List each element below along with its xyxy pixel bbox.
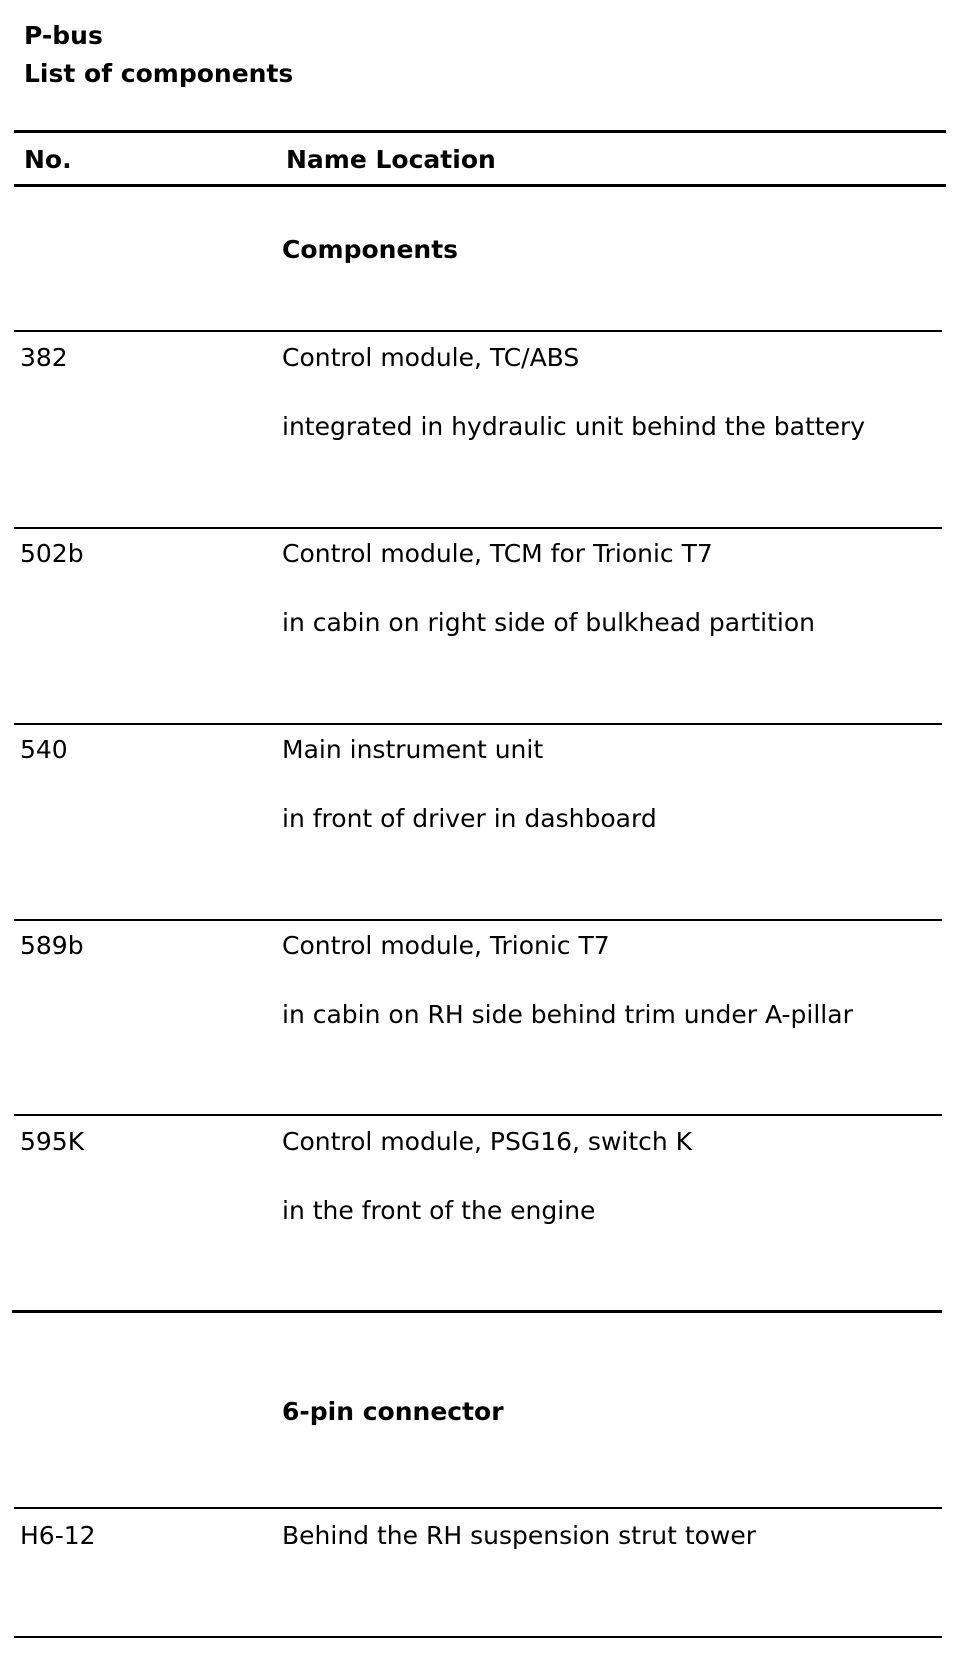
row-name: Control module, TCM for Trionic T7 [282, 539, 713, 568]
row-location: in cabin on right side of bulkhead partition [282, 608, 815, 637]
row-number: 540 [20, 735, 68, 764]
row-rule [14, 330, 942, 332]
section-heading-components: Components [282, 235, 459, 264]
row-number: 382 [20, 343, 68, 372]
row-name: Control module, Trionic T7 [282, 931, 610, 960]
table-bottom-rule [14, 1636, 942, 1638]
row-number: 595K [20, 1127, 85, 1156]
row-number: H6-12 [20, 1521, 96, 1550]
row-rule [14, 1507, 942, 1509]
column-header-no: No. [24, 145, 72, 174]
section-rule [12, 1310, 942, 1313]
row-rule [14, 919, 942, 921]
section-heading-6-pin-connector: 6-pin connector [282, 1397, 504, 1426]
table-header-rule [14, 184, 946, 187]
row-rule [14, 527, 942, 529]
row-location: integrated in hydraulic unit behind the battery [282, 412, 866, 441]
column-header-name-location: Name Location [286, 145, 496, 174]
table-top-rule [14, 130, 946, 133]
row-location: in front of driver in dashboard [282, 804, 657, 833]
row-name: Main instrument unit [282, 735, 544, 764]
document-subtitle: List of components [24, 59, 294, 88]
row-rule [14, 1114, 942, 1116]
row-location: in cabin on RH side behind trim under A-pillar [282, 1000, 853, 1029]
row-name: Control module, TC/ABS [282, 343, 580, 372]
row-number: 502b [20, 539, 84, 568]
row-name: Control module, PSG16, switch K [282, 1127, 693, 1156]
document-title: P-bus [24, 21, 103, 50]
row-number: 589b [20, 931, 84, 960]
row-name: Behind the RH suspension strut tower [282, 1521, 757, 1550]
row-location: in the front of the engine [282, 1196, 596, 1225]
row-rule [14, 723, 942, 725]
